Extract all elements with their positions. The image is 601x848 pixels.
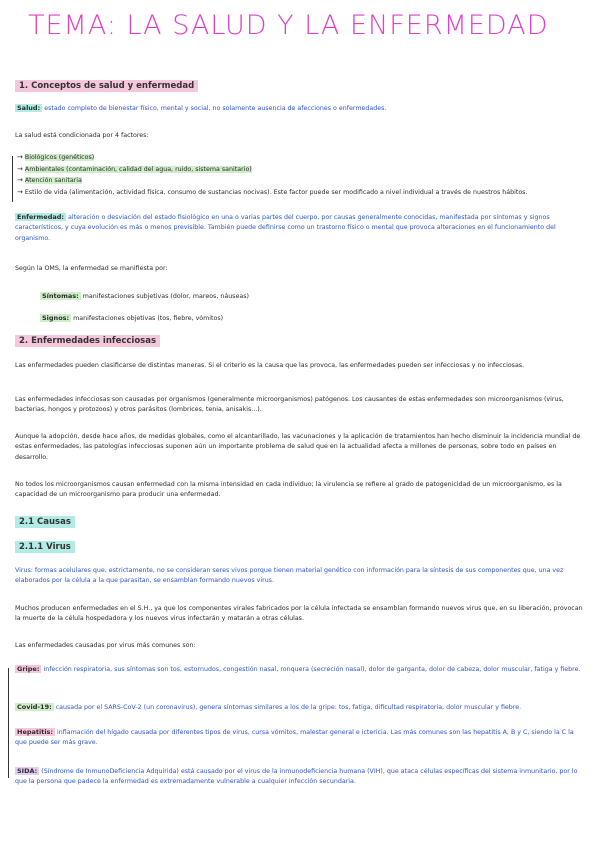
factor-item: → Ambientales (contaminación, calidad del agua, ruido, sistema sanitario)	[17, 164, 252, 173]
section-heading-2-1-1: 2.1.1 Virus	[15, 541, 75, 553]
section-heading-1: 1. Conceptos de salud y enfermedad	[15, 80, 198, 92]
virus-item-gripe: Gripe: infección respiratoria, sus síntomas son tos, estornudos, congestión nasal, ronquera (secreción nasal), dolor de garganta, dolor de cabeza, dolor muscular, fatiga y fiebre.	[17, 665, 581, 673]
virus-item-sida: SIDA: (Síndrome de InmunoDeficiencia Adquirida) está causado por el virus de la inmunodeficiencia humana (VIH), que ataca células específicas del sistema inmunitario, por lo que la persona que padece la enfermedad es extremadamente vulnerable a cualquier infección secundaria.	[15, 767, 578, 786]
manifest-intro: Según la OMS, la enfermedad se manifiesta por:	[15, 265, 168, 272]
enfermedad-paragraph	[15, 212, 587, 244]
sintomas-definition: manifestaciones subjetivas (dolor, mareos, náuseas)	[82, 293, 249, 300]
sintomas-term: Síntomas:	[42, 292, 79, 300]
virus-list-intro: Las enfermedades causadas por virus más comunes son:	[15, 642, 196, 649]
infecc-paragraph-4: No todos los microorganismos causan enfermedad con la misma intensidad en cada individuo; la virulencia se refiere al grado de patogenicidad de un microorganismo, es la capacidad de un microorganismo para producir una enfermedad.	[15, 481, 562, 499]
enfermedad-term: Enfermedad:	[17, 213, 64, 221]
page-title: TEMA: LA SALUD Y LA ENFERMEDAD	[28, 10, 549, 41]
signos-term: Signos:	[42, 314, 70, 322]
factor-item: → Estilo de vida (alimentación, actividad física, consumo de sustancias nocivas). Este factor puede ser modificado a nivel individual a través de nuestros hábitos.	[17, 187, 528, 196]
virus-list-bracket	[8, 668, 9, 778]
factors-list	[17, 152, 587, 198]
virus-paragraph-2: Muchos producen enfermedades en el S.H., ya que los componentes virales fabricados por la célula infectada se ensamblan formando nuevos virus que, en su liberación, provocan la muerte de la célula hospedadora y los nuevos virus infectarán y matarán a otras células.	[15, 605, 583, 623]
section-heading-2-1: 2.1 Causas	[15, 516, 75, 528]
infecc-paragraph-2: Las enfermedades infecciosas son causadas por organismos (generalmente microorganismos) patógenos. Los causantes de estas enfermedades son microorganismos (virus, bacterias, hongos y protozoos) y otros parásitos (lombrices, tenia, anisakis...).	[15, 396, 564, 414]
sintomas-line	[40, 291, 580, 302]
virus-paragraph-1: Virus: formas acelulares que, estrictamente, no se consideran seres vivos porque tienen material genético con información para la síntesis de sus componentes que, una vez elaborados por la célula a la que parasitan, se ensamblan formando nuevos virus.	[15, 567, 564, 585]
factor-item: → Atención sanitaria	[17, 176, 82, 185]
salud-term: Salud:	[17, 104, 41, 112]
salud-paragraph	[15, 103, 585, 114]
salud-definition: estado completo de bienestar físico, mental y social, no solamente ausencia de afecciones o enfermedades.	[44, 105, 387, 112]
virus-item-covid: Covid-19: causada por el SARS-CoV-2 (un coronavirus), genera síntomas similares a los de la gripe: tos, fatiga, dificultad respiratoria, dolor muscular y fiebre.	[17, 703, 522, 711]
factors-bracket	[12, 156, 13, 202]
enfermedad-definition: alteración o desviación del estado fisiológico en una o varias partes del cuerpo, por causas generalmente conocidas, manifestada por síntomas y signos característicos, y cuya evolución es más o menos previsible. También puede definirse como un trastorno físico o mental que provoca alteraciones en el funcionamiento del organismo.	[15, 214, 556, 242]
factor-item: → Biológicos (genéticos)	[17, 153, 95, 161]
signos-definition: manifestaciones objetivas (tos, fiebre, vómitos)	[73, 315, 224, 322]
signos-line	[40, 313, 580, 324]
factors-intro: La salud está condicionada por 4 factores:	[15, 132, 149, 139]
infecc-paragraph-3: Aunque la adopción, desde hace años, de medidas globales, como el alcantarillado, las vacunaciones y la aplicación de tratamientos han hecho disminuir la incidencia mundial de estas enfermedades, las patologías infecciosas suponen aún un importante problema de salud que en la actualidad afecta a millones de personas, sobre todo en países en desarrollo.	[15, 433, 581, 461]
section-heading-2: 2. Enfermedades infecciosas	[15, 335, 160, 347]
virus-item-hepatitis: Hepatitis: inflamación del hígado causada por diferentes tipos de virus, cursa vómitos, malestar general e ictericia. Las más comunes son las hepatitis A, B y C, siendo la C la que puede ser más grave.	[15, 728, 574, 747]
infecc-paragraph-1: Las enfermedades pueden clasificarse de distintas maneras. Si el criterio es la causa que las provoca, las enfermedades pueden ser infecciosas y no infecciosas.	[15, 362, 525, 369]
